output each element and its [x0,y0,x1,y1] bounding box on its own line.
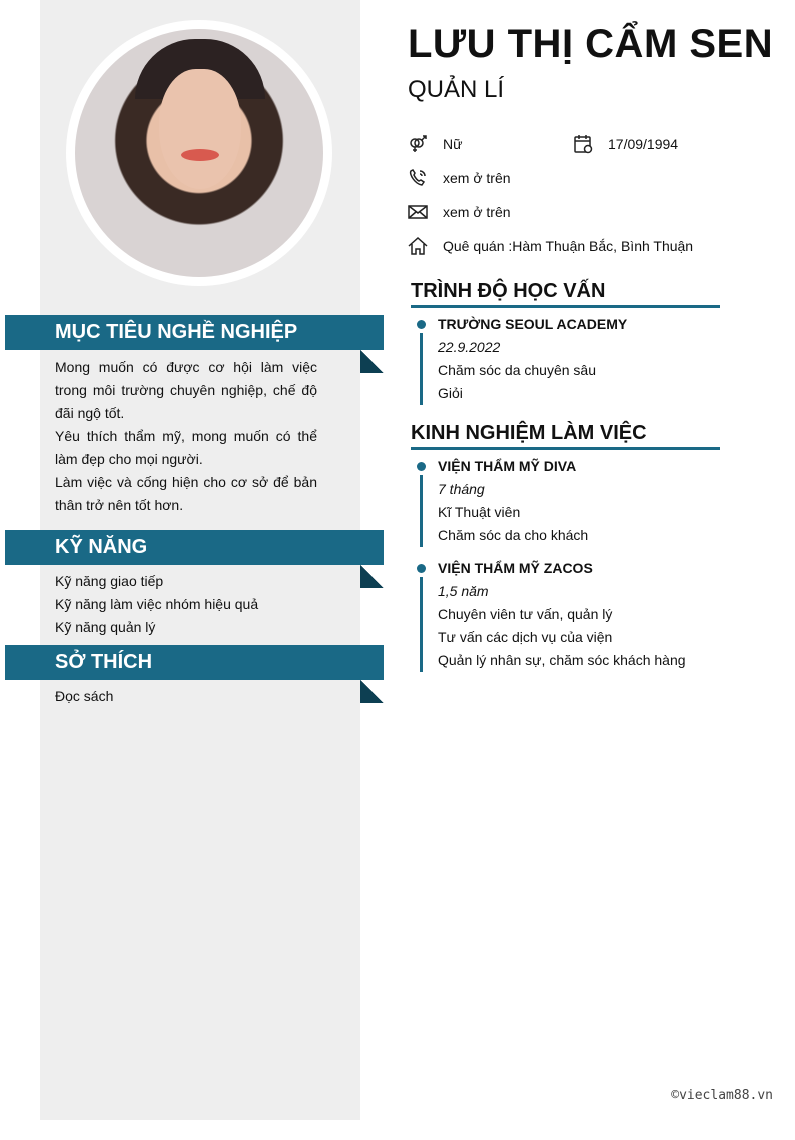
banner-fold [360,565,384,588]
banner-fold [360,680,384,703]
candidate-role: QUẢN LÍ [408,76,505,103]
education-line: Giỏi [438,385,463,401]
education-line: Chăm sóc da chuyên sâu [438,362,596,378]
home-icon [408,236,428,256]
hobbies-heading: SỞ THÍCH [5,645,384,680]
email-info [408,202,511,222]
job-line: Kĩ Thuật viên [438,504,521,520]
banner-fold [360,350,384,373]
education-date: 22.9.2022 [438,339,501,355]
skills-list [55,570,317,639]
candidate-name: LƯU THỊ CẨM SEN [408,22,774,66]
profile-photo [66,20,332,286]
phone-icon [408,168,428,188]
objective-text [55,356,317,517]
experience-heading: KINH NGHIỆM LÀM VIỆC [411,422,720,450]
skills-heading: KỸ NĂNG [5,530,384,565]
gender-icon [408,134,428,154]
gender-value: Nữ [443,136,463,152]
email-value: xem ở trên [443,204,511,220]
objective-line: Yêu thích thẩm mỹ, mong muốn có thể làm đẹp cho mọi người. [55,428,317,467]
footer-watermark: ©vieclam88.vn [671,1088,773,1103]
company-name: VIỆN THẨM MỸ DIVA [438,458,577,474]
envelope-icon [408,202,428,222]
hobby-item: Đọc sách [55,688,114,704]
objective-line: Mong muốn có được cơ hội làm việc trong môi trường chuyên nghiệp, chế độ đãi ngộ tốt. [55,359,317,421]
hometown-info [408,236,693,256]
objective-heading: MỤC TIÊU NGHỀ NGHIỆP [5,315,384,350]
skill-item: Kỹ năng làm việc nhóm hiệu quả [55,596,259,612]
dob-value: 17/09/1994 [608,136,679,152]
education-entry [416,313,627,405]
hobbies-list [55,685,317,708]
job-line: Chuyên viên tư vấn, quản lý [438,606,613,622]
objective-line: Làm việc và cống hiện cho cơ sở để bản thân trở nên tốt hơn. [55,474,317,513]
hometown-value: Quê quán :Hàm Thuận Bắc, Bình Thuận [443,238,694,254]
experience-entry [416,557,686,672]
gender-info [408,134,462,154]
job-duration: 1,5 năm [438,583,489,599]
company-name: VIỆN THẨM MỸ ZACOS [438,560,593,576]
job-line: Tư vấn các dịch vụ của viện [438,629,613,645]
phone-info [408,168,511,188]
calendar-icon [573,134,593,154]
education-heading: TRÌNH ĐỘ HỌC VẤN [411,280,720,308]
dob-info [573,134,678,154]
job-line: Quản lý nhân sự, chăm sóc khách hàng [438,652,686,668]
job-line: Chăm sóc da cho khách [438,527,589,543]
skill-item: Kỹ năng quản lý [55,619,156,635]
skill-item: Kỹ năng giao tiếp [55,573,164,589]
job-duration: 7 tháng [438,481,485,497]
school-name: TRƯỜNG SEOUL ACADEMY [438,316,628,332]
experience-entry [416,455,588,547]
phone-value: xem ở trên [443,170,511,186]
